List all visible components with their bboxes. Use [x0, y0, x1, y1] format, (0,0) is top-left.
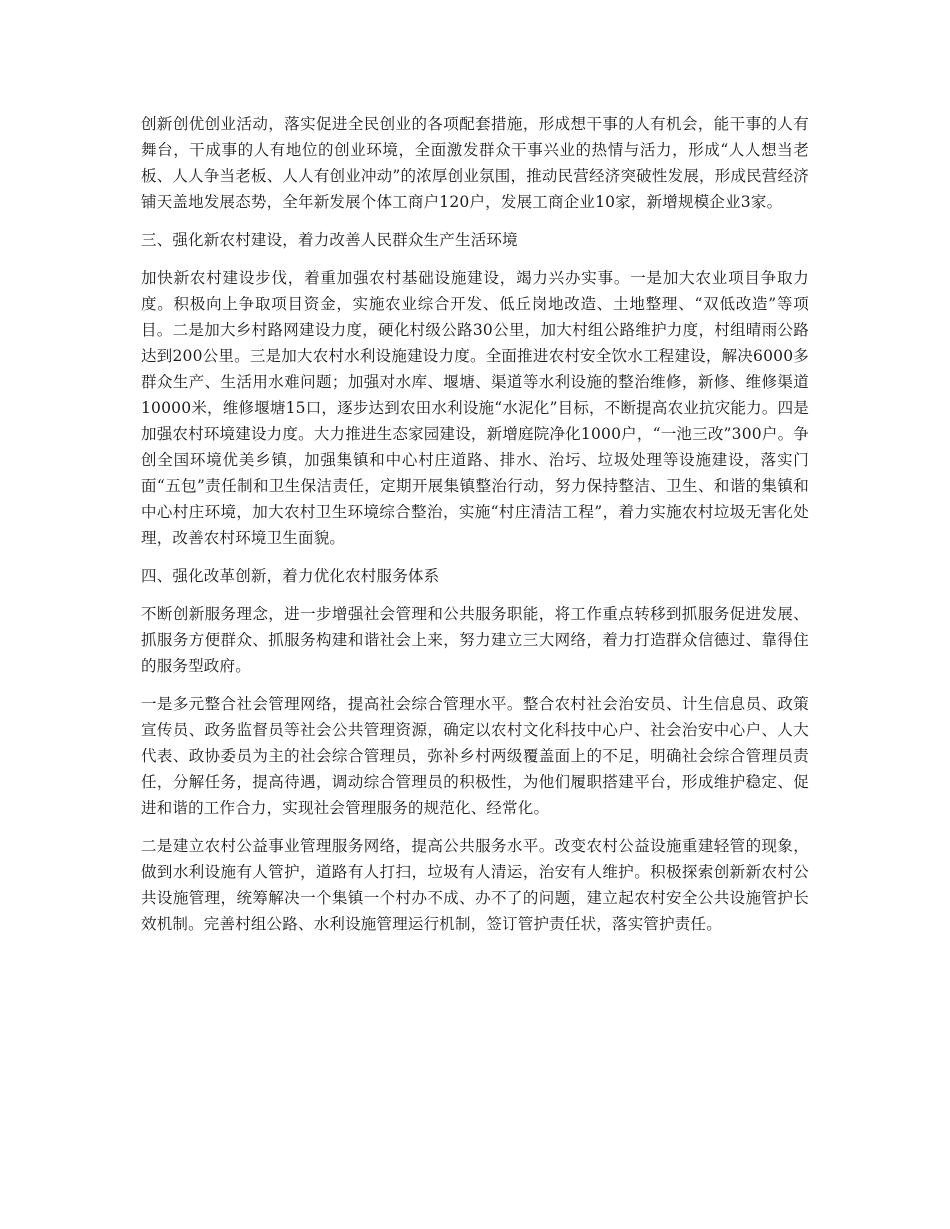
paragraph-entrepreneurship: 创新创优创业活动，落实促进全民创业的各项配套措施，形成想干事的人有机会，能干事的人有舞台，干成事的人有地位的创业环境，全面激发群众干事兴业的热情与活力，形成“人人想当老板、人人争当老板、人人有创业冲动”的浓厚创业氛围，推动民营经济突破性发展，形成民营经济铺天盖地发展态势，全年新发展个体工商户120户，发展工商企业10家，新增规模企业3家。 — [141, 115, 809, 211]
paragraph-new-countryside: 加快新农村建设步伐，着重加强农村基础设施建设，竭力兴办实事。一是加大农业项目争取力度。积极向上争取项目资金，实施农业综合开发、低丘岗地改造、土地整理、“双低改造”等项目。二是加大乡村路网建设力度，硬化村级公路30公里，加大村组公路维护力度，村组晴雨公路达到200公里。三是加大农村水利设施建设力度。全面推进农村安全饮水工程建设，解决6000多群众生产、生活用水难问题；加强对水库、堰塘、渠道等水利设施的整治维修，新修、维修渠道10000米，维修堰塘15口，逐步达到农田水利设施“水泥化”目标，不断提高农业抗灾能力。四是加强农村环境建设力度。大力推进生态家园建设，新增庭院净化1000户，“一池三改”300户。争创全国环境优美乡镇，加强集镇和中心村庄道路、排水、治圬、垃圾处理等设施建设，落实门面“五包”责任制和卫生保洁责任，定期开展集镇整治行动，努力保持整洁、卫生、和谐的集镇和中心村庄环境，加大农村卫生环境综合整治，实施“村庄清洁工程”，着力实施农村垃圾无害化处理，改善农村环境卫生面貌。 — [141, 269, 809, 547]
section-heading-3: 三、强化新农村建设，着力改善人民群众生产生活环境 — [141, 231, 518, 249]
paragraph-public-welfare: 二是建立农村公益事业管理服务网络，提高公共服务水平。改变农村公益设施重建轻管的现象，做到水利设施有人管护，道路有人打扫，垃圾有人清运，治安有人维护。积极探索创新新农村公共设施管理，统筹解决一个集镇一个村办不成、办不了的问题，建立起农村安全公共设施管护长效机制。完善村组公路、水利设施管理运行机制，签订管护责任状，落实管护责任。 — [141, 837, 809, 933]
paragraph-service-concept: 不断创新服务理念，进一步增强社会管理和公共服务职能，将工作重点转移到抓服务促进发展、抓服务方便群众、抓服务构建和谐社会上来，努力建立三大网络，着力打造群众信德过、靠得住的服务型政府。 — [141, 605, 809, 675]
section-heading-4: 四、强化改革创新，着力优化农村服务体系 — [141, 567, 440, 585]
paragraph-social-management: 一是多元整合社会管理网络，提高社会综合管理水平。整合农村社会治安员、计生信息员、政策宣传员、政务监督员等社会公共管理资源，确定以农村文化科技中心户、社会治安中心户、人大代表、政协委员为主的社会综合管理员，弥补乡村两级覆盖面上的不足，明确社会综合管理员责任，分解任务，提高待遇，调动综合管理员的积极性，为他们履职搭建平台，形成维护稳定、促进和谐的工作合力，实现社会管理服务的规范化、经常化。 — [141, 695, 809, 817]
document-page — [141, 111, 809, 949]
